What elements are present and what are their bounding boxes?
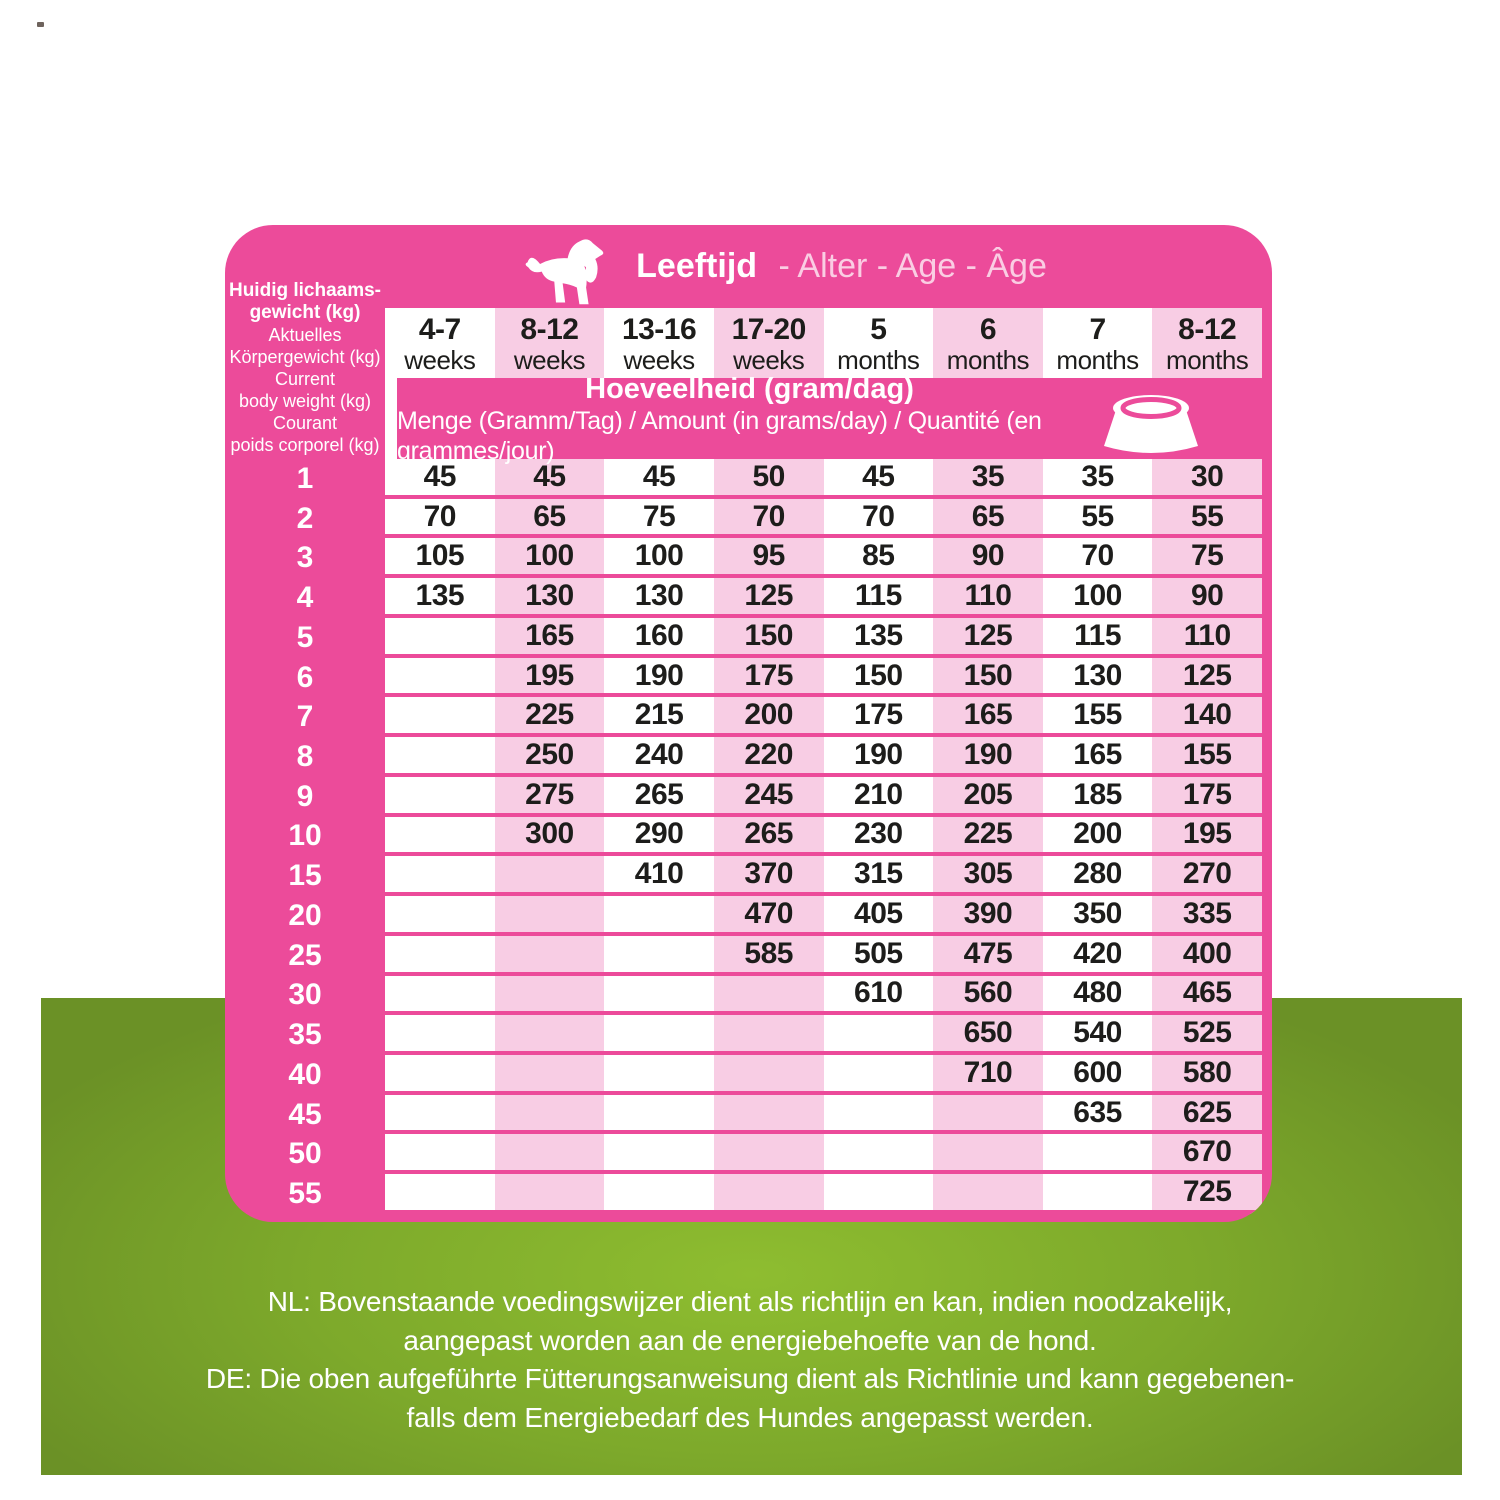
amount-cell: [385, 1174, 495, 1210]
age-title-translations: - Alter - Age - Âge: [778, 247, 1047, 285]
weight-value: 40: [288, 1057, 322, 1091]
weight-header-line: Current: [274, 369, 336, 389]
amount-cell: 240: [634, 738, 684, 771]
amount-cell: 35: [1081, 459, 1114, 493]
table-row: [225, 817, 1262, 857]
amount-cell: 540: [1073, 1016, 1122, 1050]
row-cells: [385, 459, 1262, 499]
amount-cell: 100: [1073, 579, 1122, 613]
age-unit-label: weeks: [404, 345, 476, 375]
amount-cell: 30: [1191, 459, 1224, 493]
amount-cell: 650: [963, 1016, 1013, 1050]
weight-header-line: Körpergewicht (kg): [229, 347, 381, 367]
amount-cell: 580: [1182, 1055, 1232, 1089]
amount-cell: [385, 618, 495, 654]
amount-cell: 635: [1073, 1095, 1122, 1129]
amount-cell: [385, 1055, 495, 1091]
row-cells: [385, 856, 1262, 896]
amount-cell: [933, 1134, 1043, 1170]
age-range-label: 17-20: [731, 313, 806, 346]
age-range-label: 13-16: [621, 313, 697, 346]
age-range-label: 8-12: [520, 313, 579, 346]
amount-cell: 250: [525, 738, 574, 771]
table-row: [225, 896, 1262, 936]
amount-cell: 45: [642, 459, 676, 493]
amount-cell: 410: [634, 857, 684, 891]
amount-cell: [495, 1015, 605, 1051]
amount-cell: [385, 737, 495, 773]
amount-cell: 50: [752, 459, 785, 493]
amount-cell: 220: [744, 738, 793, 771]
feeding-disclaimer: [0, 1283, 1500, 1437]
amount-cell: [604, 976, 714, 1012]
amount-cell: 560: [963, 976, 1013, 1010]
row-cells: [385, 578, 1262, 618]
amount-cell: [495, 1174, 605, 1210]
table-row: [225, 578, 1262, 618]
weight-header-line: Courant: [272, 413, 338, 433]
age-range-label: 5: [870, 313, 887, 346]
weight-value: 1: [296, 461, 314, 495]
age-unit-label: weeks: [513, 345, 586, 375]
amount-cell: [385, 1095, 495, 1131]
amount-cell: 230: [854, 817, 903, 851]
amount-cell: [714, 1055, 824, 1091]
row-cells: [385, 658, 1262, 698]
amount-cell: [604, 936, 714, 972]
amount-cell: [1043, 1174, 1153, 1210]
amount-cell: 115: [1074, 618, 1122, 652]
amount-cell: [495, 936, 605, 972]
print-speck: [37, 22, 44, 27]
amount-cell: [385, 896, 495, 932]
weight-value: 8: [296, 740, 314, 773]
age-column-header: [495, 308, 605, 378]
amount-cell: 45: [533, 459, 566, 493]
amount-cell: [824, 1015, 934, 1051]
row-cells: [385, 1095, 1262, 1135]
amount-cell: 465: [1182, 976, 1232, 1010]
amount-cell: 125: [744, 579, 793, 613]
amount-cell: 210: [854, 777, 903, 811]
amount-cell: 190: [854, 738, 903, 771]
amount-cell: [385, 817, 495, 853]
amount-cell: 175: [854, 698, 903, 732]
disclaimer-line: DE: Die oben aufgeführte Fütterungsanweisung dient als Richtlinie und kann gegebenen-: [205, 1363, 1295, 1394]
weight-header-line: poids corporel (kg): [230, 435, 380, 455]
age-column-header: [604, 308, 714, 378]
amount-cell: [604, 1134, 714, 1170]
disclaimer-line: falls dem Energiebedarf des Hundes angepasst werden.: [406, 1401, 1094, 1433]
amount-cell: 300: [525, 817, 574, 851]
amount-cell: 65: [971, 499, 1005, 533]
amount-cell: 75: [642, 499, 676, 533]
amount-cell: [385, 1134, 495, 1170]
table-row: [225, 737, 1262, 777]
amount-cell: 125: [963, 618, 1013, 652]
row-cells: [385, 1015, 1262, 1055]
amount-cell: 610: [854, 976, 903, 1010]
row-cells: [385, 936, 1262, 976]
amount-cell: 200: [1073, 817, 1122, 851]
amount-cell: 130: [634, 579, 684, 613]
amount-cell: 175: [744, 658, 793, 692]
age-unit-label: weeks: [733, 345, 805, 375]
table-row: [225, 856, 1262, 896]
amount-cell: 350: [1073, 896, 1122, 930]
amount-cell: 65: [533, 499, 566, 533]
amount-cell: 470: [744, 896, 793, 930]
weight-value: 3: [296, 541, 314, 575]
amount-cell: 225: [525, 698, 574, 732]
amount-cell: 280: [1073, 857, 1122, 891]
weight-value: 30: [288, 978, 322, 1012]
amount-cell: 265: [744, 817, 793, 851]
amount-cell: [385, 777, 495, 813]
amount-cell: 150: [744, 618, 793, 652]
amount-cell: [714, 976, 824, 1012]
amount-cell: [495, 1095, 605, 1131]
table-row: [225, 538, 1262, 578]
table-row: [225, 1015, 1262, 1055]
disclaimer-line: NL: Bovenstaande voedingswijzer dient als richtlijn en kan, indien noodzakelijk,: [267, 1286, 1233, 1317]
amount-cell: 475: [963, 936, 1013, 970]
amount-cell: 165: [525, 618, 574, 652]
amount-cell: 215: [634, 698, 684, 732]
amount-cell: [824, 1095, 934, 1131]
amount-cell: 480: [1073, 976, 1122, 1010]
age-column-headers: [385, 308, 1262, 378]
feeding-table: [225, 459, 1262, 1214]
amount-cell: [933, 1174, 1043, 1210]
row-cells: [385, 1134, 1262, 1174]
amount-cell: 100: [525, 539, 574, 573]
weight-header-line: gewicht (kg): [249, 302, 361, 323]
amount-cell: 585: [744, 936, 793, 970]
amount-cell: 190: [963, 738, 1013, 771]
amount-cell: 155: [1182, 738, 1232, 771]
table-row: [225, 1174, 1262, 1214]
amount-cell: [933, 1095, 1043, 1131]
age-unit-label: months: [946, 345, 1030, 375]
amount-cell: 130: [525, 579, 574, 613]
weight-value: 50: [288, 1137, 322, 1171]
age-column-header: [933, 308, 1043, 378]
row-cells: [385, 976, 1262, 1016]
row-cells: [385, 1174, 1262, 1214]
weight-value: 35: [288, 1018, 322, 1052]
feeding-guide-card: [225, 225, 1272, 1222]
weight-value: 2: [296, 501, 314, 535]
amount-cell: 390: [963, 896, 1013, 930]
row-cells: [385, 777, 1262, 817]
amount-cell: 160: [634, 618, 684, 652]
amount-cell: 70: [1081, 539, 1114, 573]
amount-cell: 305: [963, 857, 1013, 891]
amount-cell: 245: [744, 777, 793, 811]
amount-cell: 45: [423, 459, 456, 493]
amount-cell: 190: [634, 658, 684, 692]
age-unit-label: weeks: [623, 345, 695, 375]
amount-cell: [604, 1095, 714, 1131]
amount-cell: [714, 1015, 824, 1051]
amount-cell: [714, 1095, 824, 1131]
age-title-main: Leeftijd: [636, 247, 758, 285]
amount-cell: 165: [963, 698, 1013, 732]
row-cells: [385, 1055, 1262, 1095]
table-row: [225, 459, 1262, 499]
amount-cell: 725: [1182, 1175, 1232, 1209]
weight-value: 4: [296, 581, 314, 615]
row-cells: [385, 817, 1262, 857]
amount-cell: 670: [1182, 1135, 1232, 1169]
weight-value: 5: [296, 620, 314, 654]
weight-value: 20: [288, 898, 322, 932]
age-unit-label: months: [1166, 345, 1249, 375]
amount-cell: 225: [963, 817, 1013, 851]
row-cells: [385, 896, 1262, 936]
amount-cell: [495, 1134, 605, 1170]
amount-cell: 125: [1182, 658, 1232, 692]
amount-cell: 175: [1182, 777, 1232, 811]
weight-value: 25: [288, 938, 322, 972]
amount-cell: 75: [1191, 539, 1224, 573]
amount-cell: 110: [964, 579, 1012, 613]
amount-cell: [604, 1174, 714, 1210]
amount-cell: 270: [1182, 857, 1232, 891]
age-column-header: [714, 308, 824, 378]
age-column-header: [1043, 308, 1153, 378]
table-row: [225, 1095, 1262, 1135]
amount-cell: [1043, 1134, 1153, 1170]
weight-value: 6: [296, 660, 314, 694]
amount-cell: [385, 1015, 495, 1051]
row-cells: [385, 697, 1262, 737]
amount-cell: 70: [423, 499, 456, 533]
amount-cell: 150: [854, 658, 903, 692]
amount-cell: [495, 896, 605, 932]
amount-subtitle: Menge (Gramm/Tag) / Amount (in grams/day) / Quantité (en grammes/jour): [397, 406, 1042, 465]
amount-cell: 55: [1191, 499, 1224, 533]
age-range-label: 7: [1089, 313, 1106, 346]
amount-cell: [824, 1174, 934, 1210]
amount-cell: 195: [1182, 817, 1232, 851]
table-row: [225, 618, 1262, 658]
age-unit-label: months: [1056, 345, 1139, 375]
amount-cell: 100: [634, 539, 684, 573]
amount-cell: 85: [862, 539, 895, 573]
table-row: [225, 697, 1262, 737]
amount-cell: [495, 976, 605, 1012]
weight-value: 55: [288, 1177, 322, 1211]
table-row: [225, 499, 1262, 539]
amount-cell: [714, 1134, 824, 1170]
weight-header-line: Huidig lichaams-: [228, 280, 382, 301]
amount-cell: 150: [963, 658, 1013, 692]
table-row: [225, 1055, 1262, 1095]
amount-cell: [824, 1055, 934, 1091]
amount-cell: 35: [971, 459, 1005, 493]
amount-cell: [385, 856, 495, 892]
amount-title: Hoeveelheid (gram/dag): [585, 372, 914, 405]
amount-cell: 195: [525, 658, 574, 692]
amount-cell: [604, 1015, 714, 1051]
dog-bowl-icon: [1092, 384, 1210, 454]
amount-cell: [604, 896, 714, 932]
amount-cell: [495, 856, 605, 892]
age-column-header: [1152, 308, 1262, 378]
amount-cell: 95: [752, 539, 785, 573]
amount-cell: 130: [1073, 658, 1122, 692]
amount-cell: 205: [963, 777, 1013, 811]
weight-header-line: Aktuelles: [268, 325, 342, 345]
age-column-header: [824, 308, 934, 378]
amount-cell: 315: [854, 857, 903, 891]
amount-cell: 165: [1073, 738, 1122, 771]
amount-cell: 200: [744, 698, 793, 732]
amount-cell: 335: [1182, 896, 1232, 930]
dog-silhouette-icon: [520, 233, 612, 311]
amount-cell: 135: [854, 618, 903, 652]
weight-value: 7: [296, 700, 314, 734]
table-row: [225, 936, 1262, 976]
amount-cell: 110: [1183, 618, 1231, 652]
amount-cell: [385, 658, 495, 694]
amount-cell: 55: [1081, 499, 1114, 533]
age-range-label: 6: [979, 313, 997, 346]
amount-cell: 505: [854, 936, 903, 970]
weight-value: 45: [288, 1097, 322, 1131]
amount-cell: 400: [1182, 936, 1232, 970]
weight-value: 15: [288, 859, 322, 893]
amount-cell: [495, 1055, 605, 1091]
table-row: [225, 1134, 1262, 1174]
amount-cell: 265: [634, 777, 684, 811]
amount-cell: 525: [1182, 1016, 1232, 1050]
amount-cell: 90: [1191, 579, 1224, 613]
row-cells: [385, 499, 1262, 539]
amount-cell: 115: [854, 579, 902, 613]
disclaimer-line: aangepast worden aan de energiebehoefte van de hond.: [403, 1324, 1097, 1356]
amount-cell: 140: [1182, 698, 1232, 732]
amount-cell: [604, 1055, 714, 1091]
amount-cell: 405: [854, 896, 903, 930]
weight-value: 9: [296, 779, 314, 813]
amount-cell: 155: [1073, 698, 1122, 732]
row-cells: [385, 737, 1262, 777]
row-cells: [385, 618, 1262, 658]
table-row: [225, 976, 1262, 1016]
weight-column-header: [225, 280, 385, 456]
amount-cell: 70: [862, 499, 895, 533]
amount-cell: 90: [971, 539, 1005, 573]
age-unit-label: months: [837, 345, 920, 375]
table-row: [225, 658, 1262, 698]
amount-cell: [385, 697, 495, 733]
weight-value: 10: [288, 819, 322, 853]
age-title: [636, 247, 1047, 286]
row-cells: [385, 538, 1262, 578]
amount-cell: [385, 976, 495, 1012]
age-range-label: 8-12: [1178, 313, 1237, 346]
amount-cell: 45: [862, 459, 895, 493]
table-row: [225, 777, 1262, 817]
amount-cell: 710: [963, 1055, 1013, 1089]
age-range-label: 4-7: [418, 313, 461, 346]
amount-cell: [824, 1134, 934, 1170]
amount-cell: 625: [1182, 1095, 1232, 1129]
amount-cell: 290: [634, 817, 684, 851]
amount-cell: 370: [744, 857, 793, 891]
amount-cell: [385, 936, 495, 972]
age-column-header: [385, 308, 495, 378]
amount-cell: 185: [1073, 777, 1122, 811]
amount-cell: 275: [525, 777, 574, 811]
amount-cell: 70: [752, 499, 785, 533]
amount-cell: 135: [415, 579, 465, 613]
amount-banner: [397, 372, 1272, 465]
amount-cell: 600: [1073, 1055, 1122, 1089]
amount-cell: 105: [415, 539, 465, 573]
weight-header-line: body weight (kg): [238, 391, 372, 411]
amount-cell: [714, 1174, 824, 1210]
amount-cell: 420: [1073, 936, 1122, 970]
